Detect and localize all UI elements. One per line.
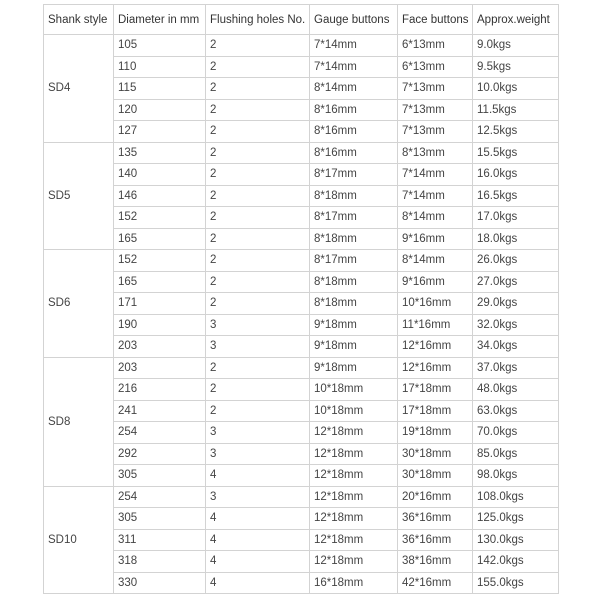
cell-flushing-holes: 3 xyxy=(206,443,310,465)
table-row xyxy=(44,508,559,530)
cell-face-buttons: 8*13mm xyxy=(398,142,473,164)
header-approx-weight: Approx.weight xyxy=(473,5,559,35)
cell-diameter: 127 xyxy=(114,121,206,143)
cell-diameter: 254 xyxy=(114,422,206,444)
cell-gauge-buttons: 12*18mm xyxy=(310,422,398,444)
cell-flushing-holes: 2 xyxy=(206,78,310,100)
table-row xyxy=(44,551,559,573)
cell-face-buttons: 30*18mm xyxy=(398,465,473,487)
cell-shank-style: SD4 xyxy=(44,35,114,143)
table-row xyxy=(44,56,559,78)
table-row xyxy=(44,357,559,379)
cell-approx-weight: 108.0kgs xyxy=(473,486,559,508)
cell-flushing-holes: 2 xyxy=(206,271,310,293)
cell-face-buttons: 30*18mm xyxy=(398,443,473,465)
cell-flushing-holes: 4 xyxy=(206,551,310,573)
cell-diameter: 105 xyxy=(114,35,206,57)
cell-flushing-holes: 2 xyxy=(206,250,310,272)
cell-gauge-buttons: 8*16mm xyxy=(310,142,398,164)
cell-flushing-holes: 4 xyxy=(206,572,310,594)
cell-face-buttons: 7*13mm xyxy=(398,99,473,121)
table-row xyxy=(44,529,559,551)
cell-approx-weight: 70.0kgs xyxy=(473,422,559,444)
cell-flushing-holes: 3 xyxy=(206,314,310,336)
cell-face-buttons: 19*18mm xyxy=(398,422,473,444)
cell-diameter: 318 xyxy=(114,551,206,573)
cell-approx-weight: 98.0kgs xyxy=(473,465,559,487)
cell-flushing-holes: 2 xyxy=(206,99,310,121)
cell-gauge-buttons: 8*16mm xyxy=(310,121,398,143)
cell-shank-style: SD10 xyxy=(44,486,114,594)
cell-approx-weight: 142.0kgs xyxy=(473,551,559,573)
cell-gauge-buttons: 8*16mm xyxy=(310,99,398,121)
cell-gauge-buttons: 12*18mm xyxy=(310,529,398,551)
cell-gauge-buttons: 9*18mm xyxy=(310,336,398,358)
cell-approx-weight: 155.0kgs xyxy=(473,572,559,594)
cell-flushing-holes: 2 xyxy=(206,228,310,250)
cell-diameter: 152 xyxy=(114,250,206,272)
cell-diameter: 241 xyxy=(114,400,206,422)
cell-face-buttons: 9*16mm xyxy=(398,228,473,250)
cell-diameter: 190 xyxy=(114,314,206,336)
cell-approx-weight: 15.5kgs xyxy=(473,142,559,164)
cell-face-buttons: 38*16mm xyxy=(398,551,473,573)
cell-shank-style: SD6 xyxy=(44,250,114,358)
cell-approx-weight: 16.5kgs xyxy=(473,185,559,207)
cell-face-buttons: 17*18mm xyxy=(398,379,473,401)
cell-gauge-buttons: 9*18mm xyxy=(310,357,398,379)
cell-approx-weight: 9.0kgs xyxy=(473,35,559,57)
cell-flushing-holes: 2 xyxy=(206,185,310,207)
cell-gauge-buttons: 10*18mm xyxy=(310,379,398,401)
cell-face-buttons: 8*14mm xyxy=(398,250,473,272)
header-face-buttons: Face buttons xyxy=(398,5,473,35)
cell-gauge-buttons: 12*18mm xyxy=(310,508,398,530)
cell-diameter: 140 xyxy=(114,164,206,186)
cell-approx-weight: 27.0kgs xyxy=(473,271,559,293)
table-row xyxy=(44,400,559,422)
cell-diameter: 330 xyxy=(114,572,206,594)
cell-approx-weight: 18.0kgs xyxy=(473,228,559,250)
table-row xyxy=(44,164,559,186)
cell-face-buttons: 7*13mm xyxy=(398,78,473,100)
cell-flushing-holes: 3 xyxy=(206,422,310,444)
cell-flushing-holes: 2 xyxy=(206,56,310,78)
cell-diameter: 171 xyxy=(114,293,206,315)
cell-approx-weight: 125.0kgs xyxy=(473,508,559,530)
cell-approx-weight: 63.0kgs xyxy=(473,400,559,422)
cell-flushing-holes: 2 xyxy=(206,207,310,229)
cell-face-buttons: 9*16mm xyxy=(398,271,473,293)
cell-gauge-buttons: 8*14mm xyxy=(310,78,398,100)
cell-face-buttons: 7*13mm xyxy=(398,121,473,143)
cell-diameter: 146 xyxy=(114,185,206,207)
cell-approx-weight: 11.5kgs xyxy=(473,99,559,121)
cell-face-buttons: 36*16mm xyxy=(398,508,473,530)
cell-face-buttons: 12*16mm xyxy=(398,336,473,358)
cell-diameter: 115 xyxy=(114,78,206,100)
cell-diameter: 305 xyxy=(114,465,206,487)
table-row xyxy=(44,35,559,57)
table-row xyxy=(44,314,559,336)
cell-shank-style: SD8 xyxy=(44,357,114,486)
cell-gauge-buttons: 8*18mm xyxy=(310,228,398,250)
header-flushing-holes: Flushing holes No. xyxy=(206,5,310,35)
cell-flushing-holes: 2 xyxy=(206,164,310,186)
cell-face-buttons: 6*13mm xyxy=(398,56,473,78)
cell-gauge-buttons: 8*17mm xyxy=(310,250,398,272)
cell-approx-weight: 16.0kgs xyxy=(473,164,559,186)
cell-diameter: 135 xyxy=(114,142,206,164)
table-row xyxy=(44,207,559,229)
cell-diameter: 165 xyxy=(114,271,206,293)
table-header-row xyxy=(44,5,559,35)
button-bit-spec-table xyxy=(43,4,559,594)
table-row xyxy=(44,422,559,444)
table-row xyxy=(44,465,559,487)
cell-face-buttons: 10*16mm xyxy=(398,293,473,315)
cell-flushing-holes: 2 xyxy=(206,35,310,57)
cell-gauge-buttons: 7*14mm xyxy=(310,56,398,78)
cell-approx-weight: 9.5kgs xyxy=(473,56,559,78)
cell-diameter: 292 xyxy=(114,443,206,465)
cell-gauge-buttons: 9*18mm xyxy=(310,314,398,336)
cell-gauge-buttons: 8*17mm xyxy=(310,207,398,229)
cell-flushing-holes: 2 xyxy=(206,357,310,379)
table-row xyxy=(44,443,559,465)
cell-diameter: 120 xyxy=(114,99,206,121)
cell-face-buttons: 7*14mm xyxy=(398,185,473,207)
cell-face-buttons: 8*14mm xyxy=(398,207,473,229)
cell-gauge-buttons: 12*18mm xyxy=(310,443,398,465)
cell-diameter: 203 xyxy=(114,336,206,358)
cell-gauge-buttons: 12*18mm xyxy=(310,486,398,508)
cell-gauge-buttons: 8*18mm xyxy=(310,185,398,207)
table-row xyxy=(44,185,559,207)
cell-flushing-holes: 2 xyxy=(206,400,310,422)
cell-face-buttons: 20*16mm xyxy=(398,486,473,508)
cell-flushing-holes: 3 xyxy=(206,336,310,358)
cell-diameter: 110 xyxy=(114,56,206,78)
table-row xyxy=(44,486,559,508)
cell-face-buttons: 11*16mm xyxy=(398,314,473,336)
cell-approx-weight: 37.0kgs xyxy=(473,357,559,379)
table-row xyxy=(44,336,559,358)
table-row xyxy=(44,142,559,164)
table-row xyxy=(44,228,559,250)
cell-diameter: 216 xyxy=(114,379,206,401)
cell-face-buttons: 42*16mm xyxy=(398,572,473,594)
cell-approx-weight: 29.0kgs xyxy=(473,293,559,315)
cell-diameter: 311 xyxy=(114,529,206,551)
cell-flushing-holes: 4 xyxy=(206,529,310,551)
cell-face-buttons: 17*18mm xyxy=(398,400,473,422)
cell-diameter: 203 xyxy=(114,357,206,379)
cell-flushing-holes: 2 xyxy=(206,379,310,401)
cell-approx-weight: 34.0kgs xyxy=(473,336,559,358)
cell-flushing-holes: 2 xyxy=(206,142,310,164)
table-row xyxy=(44,99,559,121)
cell-gauge-buttons: 8*17mm xyxy=(310,164,398,186)
cell-face-buttons: 36*16mm xyxy=(398,529,473,551)
cell-face-buttons: 6*13mm xyxy=(398,35,473,57)
cell-gauge-buttons: 16*18mm xyxy=(310,572,398,594)
table-row xyxy=(44,121,559,143)
cell-approx-weight: 12.5kgs xyxy=(473,121,559,143)
cell-approx-weight: 85.0kgs xyxy=(473,443,559,465)
table-row xyxy=(44,250,559,272)
cell-shank-style: SD5 xyxy=(44,142,114,250)
cell-approx-weight: 10.0kgs xyxy=(473,78,559,100)
cell-approx-weight: 48.0kgs xyxy=(473,379,559,401)
table-row xyxy=(44,293,559,315)
cell-gauge-buttons: 12*18mm xyxy=(310,465,398,487)
cell-flushing-holes: 2 xyxy=(206,293,310,315)
cell-approx-weight: 17.0kgs xyxy=(473,207,559,229)
table-row xyxy=(44,271,559,293)
cell-gauge-buttons: 7*14mm xyxy=(310,35,398,57)
cell-approx-weight: 26.0kgs xyxy=(473,250,559,272)
table-row xyxy=(44,572,559,594)
header-diameter: Diameter in mm xyxy=(114,5,206,35)
cell-face-buttons: 12*16mm xyxy=(398,357,473,379)
cell-flushing-holes: 4 xyxy=(206,465,310,487)
header-shank-style: Shank style xyxy=(44,5,114,35)
cell-diameter: 165 xyxy=(114,228,206,250)
cell-face-buttons: 7*14mm xyxy=(398,164,473,186)
cell-approx-weight: 130.0kgs xyxy=(473,529,559,551)
table-row xyxy=(44,379,559,401)
cell-flushing-holes: 4 xyxy=(206,508,310,530)
cell-gauge-buttons: 8*18mm xyxy=(310,293,398,315)
cell-flushing-holes: 2 xyxy=(206,121,310,143)
table-body xyxy=(44,35,559,594)
cell-gauge-buttons: 8*18mm xyxy=(310,271,398,293)
cell-flushing-holes: 3 xyxy=(206,486,310,508)
cell-diameter: 305 xyxy=(114,508,206,530)
table-row xyxy=(44,78,559,100)
spec-table-container xyxy=(43,4,558,594)
cell-approx-weight: 32.0kgs xyxy=(473,314,559,336)
cell-diameter: 254 xyxy=(114,486,206,508)
cell-diameter: 152 xyxy=(114,207,206,229)
header-gauge-buttons: Gauge buttons xyxy=(310,5,398,35)
cell-gauge-buttons: 10*18mm xyxy=(310,400,398,422)
cell-gauge-buttons: 12*18mm xyxy=(310,551,398,573)
